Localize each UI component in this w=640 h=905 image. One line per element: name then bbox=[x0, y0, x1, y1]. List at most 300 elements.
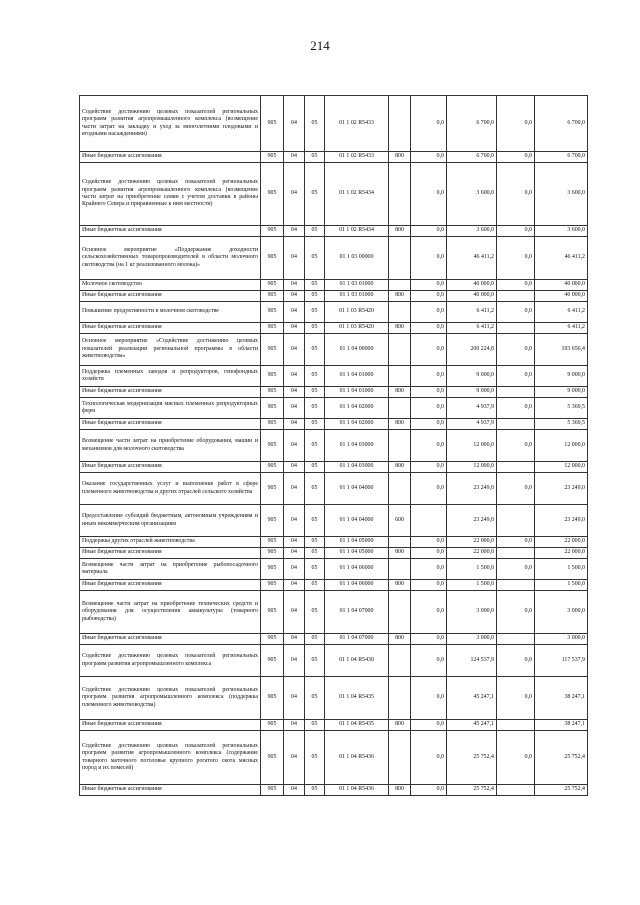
amount-cell-4: 38 247,1 bbox=[535, 720, 588, 731]
amount-cell-3: 0,0 bbox=[497, 226, 535, 237]
expense-type-cell bbox=[389, 302, 411, 323]
section-code-cell: 04 bbox=[284, 237, 305, 280]
section-code-cell: 04 bbox=[284, 419, 305, 430]
amount-cell-4: 9 000,0 bbox=[535, 366, 588, 387]
target-article-cell: 01 1 04 07000 bbox=[325, 591, 389, 634]
section-code-cell: 04 bbox=[284, 280, 305, 291]
amount-cell-3: 0,0 bbox=[497, 302, 535, 323]
amount-cell-4: 38 247,1 bbox=[535, 677, 588, 720]
target-article-cell: 01 1 04 02000 bbox=[325, 419, 389, 430]
target-article-cell: 01 1 04 01000 bbox=[325, 387, 389, 398]
amount-cell-3 bbox=[497, 720, 535, 731]
amount-cell-2: 6 411,2 bbox=[447, 302, 497, 323]
amount-cell-1: 0,0 bbox=[411, 591, 447, 634]
amount-cell-2: 1 500,0 bbox=[447, 580, 497, 591]
ministry-code-cell: 905 bbox=[261, 398, 284, 419]
amount-cell-2: 22 000,0 bbox=[447, 537, 497, 548]
table-row bbox=[80, 163, 588, 226]
ministry-code-cell: 905 bbox=[261, 645, 284, 677]
target-article-cell: 01 1 04 03000 bbox=[325, 462, 389, 473]
ministry-code-cell: 905 bbox=[261, 280, 284, 291]
expense-type-cell bbox=[389, 96, 411, 152]
amount-cell-1: 0,0 bbox=[411, 387, 447, 398]
subsection-code-cell: 05 bbox=[305, 237, 325, 280]
target-article-cell: 01 1 04 03000 bbox=[325, 430, 389, 462]
expense-type-cell bbox=[389, 677, 411, 720]
ministry-code-cell: 905 bbox=[261, 291, 284, 302]
section-code-cell: 04 bbox=[284, 387, 305, 398]
target-article-cell: 01 1 04 07000 bbox=[325, 634, 389, 645]
amount-cell-3: 0,0 bbox=[497, 677, 535, 720]
row-name: Предоставление субсидий бюджетным, автономным учреждениям и иным некоммерческим организациям bbox=[80, 505, 261, 537]
subsection-code-cell: 05 bbox=[305, 591, 325, 634]
target-article-cell: 01 1 02 R5433 bbox=[325, 96, 389, 152]
target-article-cell: 01 1 04 04000 bbox=[325, 505, 389, 537]
amount-cell-3 bbox=[497, 291, 535, 302]
amount-cell-4: 3 600,0 bbox=[535, 163, 588, 226]
amount-cell-2: 3 000,0 bbox=[447, 591, 497, 634]
row-name: Иные бюджетные ассигнования bbox=[80, 226, 261, 237]
row-name: Иные бюджетные ассигнования bbox=[80, 387, 261, 398]
section-code-cell: 04 bbox=[284, 785, 305, 796]
amount-cell-2: 6 700,0 bbox=[447, 152, 497, 163]
section-code-cell: 04 bbox=[284, 548, 305, 559]
expense-type-cell: 800 bbox=[389, 419, 411, 430]
amount-cell-1: 0,0 bbox=[411, 634, 447, 645]
subsection-code-cell: 05 bbox=[305, 634, 325, 645]
ministry-code-cell: 905 bbox=[261, 323, 284, 334]
target-article-cell: 01 1 04 05000 bbox=[325, 548, 389, 559]
expense-type-cell bbox=[389, 731, 411, 785]
row-name: Возмещение части затрат на приобретение технических средств и оборудования для осуществления аквакультуры (товарного рыбоводства) bbox=[80, 591, 261, 634]
amount-cell-1: 0,0 bbox=[411, 302, 447, 323]
amount-cell-2: 40 000,0 bbox=[447, 291, 497, 302]
row-name: Содействие достижению целевых показателей региональных программ развития агропромышленного комплекса (возмещение части затрат на закладку и уход за многолетними плодовыми и ягодными насаждениями) bbox=[80, 96, 261, 152]
target-article-cell: 01 1 04 06000 bbox=[325, 580, 389, 591]
row-name: Молочное скотоводство bbox=[80, 280, 261, 291]
amount-cell-3: 0,0 bbox=[497, 163, 535, 226]
subsection-code-cell: 05 bbox=[305, 462, 325, 473]
amount-cell-4: 12 000,0 bbox=[535, 430, 588, 462]
amount-cell-3 bbox=[497, 634, 535, 645]
target-article-cell: 01 1 03 R5420 bbox=[325, 302, 389, 323]
amount-cell-1: 0,0 bbox=[411, 580, 447, 591]
amount-cell-4: 3 600,0 bbox=[535, 226, 588, 237]
ministry-code-cell: 905 bbox=[261, 163, 284, 226]
subsection-code-cell: 05 bbox=[305, 720, 325, 731]
subsection-code-cell: 05 bbox=[305, 163, 325, 226]
subsection-code-cell: 05 bbox=[305, 387, 325, 398]
amount-cell-1: 0,0 bbox=[411, 323, 447, 334]
amount-cell-2: 12 000,0 bbox=[447, 462, 497, 473]
amount-cell-3: 0,0 bbox=[497, 430, 535, 462]
page-number: 214 bbox=[310, 38, 330, 53]
expense-type-cell bbox=[389, 280, 411, 291]
subsection-code-cell: 05 bbox=[305, 280, 325, 291]
ministry-code-cell: 905 bbox=[261, 720, 284, 731]
table-row bbox=[80, 152, 588, 163]
section-code-cell: 04 bbox=[284, 323, 305, 334]
table-row bbox=[80, 559, 588, 580]
amount-cell-2: 1 500,0 bbox=[447, 559, 497, 580]
target-article-cell: 01 1 02 R5434 bbox=[325, 163, 389, 226]
amount-cell-3 bbox=[497, 323, 535, 334]
amount-cell-3: 0,0 bbox=[497, 334, 535, 366]
table-row bbox=[80, 419, 588, 430]
section-code-cell: 04 bbox=[284, 559, 305, 580]
target-article-cell: 01 1 04 R5430 bbox=[325, 645, 389, 677]
expense-type-cell: 800 bbox=[389, 634, 411, 645]
subsection-code-cell: 05 bbox=[305, 96, 325, 152]
ministry-code-cell: 905 bbox=[261, 96, 284, 152]
amount-cell-2: 6 700,0 bbox=[447, 96, 497, 152]
target-article-cell: 01 1 04 02000 bbox=[325, 398, 389, 419]
amount-cell-1: 0,0 bbox=[411, 548, 447, 559]
section-code-cell: 04 bbox=[284, 580, 305, 591]
amount-cell-1: 0,0 bbox=[411, 163, 447, 226]
table-row bbox=[80, 323, 588, 334]
amount-cell-3: 0,0 bbox=[497, 645, 535, 677]
ministry-code-cell: 905 bbox=[261, 591, 284, 634]
amount-cell-3: 0,0 bbox=[497, 731, 535, 785]
target-article-cell: 01 1 02 R5434 bbox=[325, 226, 389, 237]
row-name: Содействие достижению целевых показателей региональных программ развития агропромышленного комплекса (возмещение части затрат на приобретение семян с учетом доставки в районы Крайнего Севера и приравненные к ним местности) bbox=[80, 163, 261, 226]
amount-cell-4: 5 369,5 bbox=[535, 398, 588, 419]
target-article-cell: 01 1 04 06000 bbox=[325, 559, 389, 580]
amount-cell-4: 3 000,0 bbox=[535, 634, 588, 645]
amount-cell-4: 193 656,4 bbox=[535, 334, 588, 366]
section-code-cell: 04 bbox=[284, 677, 305, 720]
subsection-code-cell: 05 bbox=[305, 731, 325, 785]
section-code-cell: 04 bbox=[284, 152, 305, 163]
amount-cell-2: 6 411,2 bbox=[447, 323, 497, 334]
amount-cell-4: 6 411,2 bbox=[535, 302, 588, 323]
row-name: Основное мероприятие «Содействие достижению целевых показателей реализации региональной программы в области животноводства» bbox=[80, 334, 261, 366]
subsection-code-cell: 05 bbox=[305, 580, 325, 591]
table-row bbox=[80, 537, 588, 548]
ministry-code-cell: 905 bbox=[261, 419, 284, 430]
target-article-cell: 01 1 04 R5435 bbox=[325, 677, 389, 720]
row-name: Оказание государственных услуг и выполнение работ в сфере племенного животноводства и других отраслей сельского хозяйства bbox=[80, 473, 261, 505]
subsection-code-cell: 05 bbox=[305, 548, 325, 559]
amount-cell-2: 3 600,0 bbox=[447, 226, 497, 237]
amount-cell-2: 40 000,0 bbox=[447, 280, 497, 291]
expense-type-cell: 800 bbox=[389, 291, 411, 302]
target-article-cell: 01 1 04 R5436 bbox=[325, 731, 389, 785]
amount-cell-3 bbox=[497, 387, 535, 398]
expense-type-cell: 800 bbox=[389, 462, 411, 473]
ministry-code-cell: 905 bbox=[261, 462, 284, 473]
expense-type-cell: 600 bbox=[389, 505, 411, 537]
amount-cell-3: 0,0 bbox=[497, 559, 535, 580]
expense-type-cell: 800 bbox=[389, 387, 411, 398]
row-name: Основное мероприятие «Поддержание доходности сельскохозяйственных товаропроизводителей в области молочного скотоводства (на 1 кг реализованного молока)» bbox=[80, 237, 261, 280]
ministry-code-cell: 905 bbox=[261, 559, 284, 580]
row-name: Возмещение части затрат на приобретение оборудования, машин и механизмов для молочного скотоводства bbox=[80, 430, 261, 462]
amount-cell-4: 1 500,0 bbox=[535, 580, 588, 591]
section-code-cell: 04 bbox=[284, 226, 305, 237]
amount-cell-2: 3 600,0 bbox=[447, 163, 497, 226]
amount-cell-3: 0,0 bbox=[497, 473, 535, 505]
subsection-code-cell: 05 bbox=[305, 152, 325, 163]
table-row bbox=[80, 237, 588, 280]
subsection-code-cell: 05 bbox=[305, 323, 325, 334]
ministry-code-cell: 905 bbox=[261, 473, 284, 505]
row-name: Поддержка других отраслей животноводства bbox=[80, 537, 261, 548]
expense-type-cell: 800 bbox=[389, 226, 411, 237]
row-name: Поддержка племенных заводов и репродукторов, генофондных хозяйств bbox=[80, 366, 261, 387]
subsection-code-cell: 05 bbox=[305, 473, 325, 505]
target-article-cell: 01 1 04 00000 bbox=[325, 334, 389, 366]
ministry-code-cell: 905 bbox=[261, 537, 284, 548]
row-name: Иные бюджетные ассигнования bbox=[80, 580, 261, 591]
subsection-code-cell: 05 bbox=[305, 785, 325, 796]
target-article-cell: 01 1 04 05000 bbox=[325, 537, 389, 548]
target-article-cell: 01 1 04 04000 bbox=[325, 473, 389, 505]
amount-cell-3 bbox=[497, 462, 535, 473]
amount-cell-4: 5 369,5 bbox=[535, 419, 588, 430]
amount-cell-4: 25 752,4 bbox=[535, 785, 588, 796]
expense-type-cell: 800 bbox=[389, 720, 411, 731]
subsection-code-cell: 05 bbox=[305, 366, 325, 387]
amount-cell-4: 3 000,0 bbox=[535, 591, 588, 634]
table-row bbox=[80, 462, 588, 473]
subsection-code-cell: 05 bbox=[305, 645, 325, 677]
section-code-cell: 04 bbox=[284, 634, 305, 645]
target-article-cell: 01 1 03 00000 bbox=[325, 237, 389, 280]
ministry-code-cell: 905 bbox=[261, 785, 284, 796]
amount-cell-1: 0,0 bbox=[411, 152, 447, 163]
ministry-code-cell: 905 bbox=[261, 505, 284, 537]
expense-type-cell bbox=[389, 645, 411, 677]
budget-table bbox=[79, 95, 588, 796]
amount-cell-2: 45 247,1 bbox=[447, 677, 497, 720]
ministry-code-cell: 905 bbox=[261, 634, 284, 645]
target-article-cell: 01 1 04 01000 bbox=[325, 366, 389, 387]
amount-cell-2: 200 224,8 bbox=[447, 334, 497, 366]
subsection-code-cell: 05 bbox=[305, 334, 325, 366]
ministry-code-cell: 905 bbox=[261, 430, 284, 462]
amount-cell-2: 25 752,4 bbox=[447, 785, 497, 796]
amount-cell-2: 124 537,9 bbox=[447, 645, 497, 677]
expense-type-cell: 800 bbox=[389, 785, 411, 796]
amount-cell-4: 1 500,0 bbox=[535, 559, 588, 580]
table-row bbox=[80, 96, 588, 152]
amount-cell-1: 0,0 bbox=[411, 731, 447, 785]
section-code-cell: 04 bbox=[284, 645, 305, 677]
amount-cell-1: 0,0 bbox=[411, 462, 447, 473]
expense-type-cell: 800 bbox=[389, 548, 411, 559]
subsection-code-cell: 05 bbox=[305, 559, 325, 580]
row-name: Иные бюджетные ассигнования bbox=[80, 152, 261, 163]
subsection-code-cell: 05 bbox=[305, 677, 325, 720]
amount-cell-1: 0,0 bbox=[411, 473, 447, 505]
expense-type-cell bbox=[389, 237, 411, 280]
expense-type-cell bbox=[389, 398, 411, 419]
expense-type-cell bbox=[389, 537, 411, 548]
amount-cell-4: 6 700,0 bbox=[535, 152, 588, 163]
table-row bbox=[80, 645, 588, 677]
amount-cell-2: 25 752,4 bbox=[447, 731, 497, 785]
section-code-cell: 04 bbox=[284, 366, 305, 387]
expense-type-cell: 800 bbox=[389, 323, 411, 334]
section-code-cell: 04 bbox=[284, 462, 305, 473]
row-name: Иные бюджетные ассигнования bbox=[80, 291, 261, 302]
target-article-cell: 01 1 04 R5435 bbox=[325, 720, 389, 731]
amount-cell-2: 12 000,0 bbox=[447, 430, 497, 462]
subsection-code-cell: 05 bbox=[305, 291, 325, 302]
ministry-code-cell: 905 bbox=[261, 387, 284, 398]
expense-type-cell bbox=[389, 559, 411, 580]
amount-cell-4: 23 249,0 bbox=[535, 473, 588, 505]
section-code-cell: 04 bbox=[284, 398, 305, 419]
expense-type-cell bbox=[389, 473, 411, 505]
ministry-code-cell: 905 bbox=[261, 548, 284, 559]
table-row bbox=[80, 334, 588, 366]
row-name: Повышение продуктивности в молочном скотоводстве bbox=[80, 302, 261, 323]
subsection-code-cell: 05 bbox=[305, 226, 325, 237]
ministry-code-cell: 905 bbox=[261, 731, 284, 785]
amount-cell-1: 0,0 bbox=[411, 334, 447, 366]
amount-cell-4: 40 000,0 bbox=[535, 291, 588, 302]
amount-cell-3 bbox=[497, 419, 535, 430]
amount-cell-3 bbox=[497, 580, 535, 591]
row-name: Содействие достижению целевых показателей региональных программ развития агропромышленного комплекса (содержание товарного маточного поголовья крупного рогатого скота мясных пород и их помесей) bbox=[80, 731, 261, 785]
section-code-cell: 04 bbox=[284, 291, 305, 302]
amount-cell-1: 0,0 bbox=[411, 720, 447, 731]
subsection-code-cell: 05 bbox=[305, 419, 325, 430]
table-row bbox=[80, 677, 588, 720]
amount-cell-4: 12 000,0 bbox=[535, 462, 588, 473]
ministry-code-cell: 905 bbox=[261, 580, 284, 591]
section-code-cell: 04 bbox=[284, 163, 305, 226]
amount-cell-1: 0,0 bbox=[411, 645, 447, 677]
section-code-cell: 04 bbox=[284, 96, 305, 152]
amount-cell-3: 0,0 bbox=[497, 366, 535, 387]
expense-type-cell bbox=[389, 334, 411, 366]
table-row bbox=[80, 720, 588, 731]
amount-cell-4: 6 700,0 bbox=[535, 96, 588, 152]
amount-cell-1: 0,0 bbox=[411, 785, 447, 796]
target-article-cell: 01 1 03 01000 bbox=[325, 280, 389, 291]
amount-cell-1: 0,0 bbox=[411, 537, 447, 548]
subsection-code-cell: 05 bbox=[305, 537, 325, 548]
section-code-cell: 04 bbox=[284, 302, 305, 323]
amount-cell-1: 0,0 bbox=[411, 398, 447, 419]
expense-type-cell: 800 bbox=[389, 152, 411, 163]
amount-cell-4: 40 000,0 bbox=[535, 280, 588, 291]
amount-cell-1: 0,0 bbox=[411, 280, 447, 291]
row-name: Иные бюджетные ассигнования bbox=[80, 323, 261, 334]
amount-cell-3 bbox=[497, 505, 535, 537]
section-code-cell: 04 bbox=[284, 731, 305, 785]
table-row bbox=[80, 226, 588, 237]
amount-cell-3: 0,0 bbox=[497, 96, 535, 152]
amount-cell-1: 0,0 bbox=[411, 677, 447, 720]
row-name: Иные бюджетные ассигнования bbox=[80, 548, 261, 559]
table-row bbox=[80, 291, 588, 302]
amount-cell-3: 0,0 bbox=[497, 591, 535, 634]
section-code-cell: 04 bbox=[284, 430, 305, 462]
section-code-cell: 04 bbox=[284, 537, 305, 548]
subsection-code-cell: 05 bbox=[305, 398, 325, 419]
section-code-cell: 04 bbox=[284, 473, 305, 505]
amount-cell-4: 22 000,0 bbox=[535, 548, 588, 559]
amount-cell-2: 23 249,0 bbox=[447, 505, 497, 537]
ministry-code-cell: 905 bbox=[261, 677, 284, 720]
amount-cell-2: 45 247,1 bbox=[447, 720, 497, 731]
subsection-code-cell: 05 bbox=[305, 505, 325, 537]
table-row bbox=[80, 302, 588, 323]
table-row bbox=[80, 473, 588, 505]
table-row bbox=[80, 366, 588, 387]
row-name: Возмещение части затрат на приобретение рыбопосадочного материала bbox=[80, 559, 261, 580]
ministry-code-cell: 905 bbox=[261, 302, 284, 323]
section-code-cell: 04 bbox=[284, 334, 305, 366]
target-article-cell: 01 1 02 R5433 bbox=[325, 152, 389, 163]
amount-cell-2: 4 937,9 bbox=[447, 419, 497, 430]
amount-cell-4: 25 752,4 bbox=[535, 731, 588, 785]
table-row bbox=[80, 430, 588, 462]
row-name: Иные бюджетные ассигнования bbox=[80, 419, 261, 430]
expense-type-cell bbox=[389, 430, 411, 462]
amount-cell-4: 46 411,2 bbox=[535, 237, 588, 280]
row-name: Содействие достижению целевых показателей региональных программ развития агропромышленного комплекса (поддержка племенного животноводства) bbox=[80, 677, 261, 720]
table-row bbox=[80, 387, 588, 398]
ministry-code-cell: 905 bbox=[261, 334, 284, 366]
expense-type-cell bbox=[389, 591, 411, 634]
expense-type-cell: 800 bbox=[389, 580, 411, 591]
amount-cell-4: 22 000,0 bbox=[535, 537, 588, 548]
amount-cell-4: 9 000,0 bbox=[535, 387, 588, 398]
table-row bbox=[80, 634, 588, 645]
amount-cell-1: 0,0 bbox=[411, 237, 447, 280]
row-name: Иные бюджетные ассигнования bbox=[80, 720, 261, 731]
row-name: Содействие достижению целевых показателей региональных программ развития агропромышленного комплекса bbox=[80, 645, 261, 677]
row-name: Иные бюджетные ассигнования bbox=[80, 634, 261, 645]
amount-cell-3: 0,0 bbox=[497, 152, 535, 163]
amount-cell-1: 0,0 bbox=[411, 430, 447, 462]
subsection-code-cell: 05 bbox=[305, 302, 325, 323]
amount-cell-2: 22 000,0 bbox=[447, 548, 497, 559]
amount-cell-2: 3 000,0 bbox=[447, 634, 497, 645]
amount-cell-1: 0,0 bbox=[411, 226, 447, 237]
expense-type-cell bbox=[389, 163, 411, 226]
table-row bbox=[80, 785, 588, 796]
amount-cell-1: 0,0 bbox=[411, 419, 447, 430]
ministry-code-cell: 905 bbox=[261, 237, 284, 280]
expense-type-cell bbox=[389, 366, 411, 387]
table-row bbox=[80, 731, 588, 785]
section-code-cell: 04 bbox=[284, 720, 305, 731]
table-row bbox=[80, 580, 588, 591]
table-row bbox=[80, 398, 588, 419]
row-name: Иные бюджетные ассигнования bbox=[80, 785, 261, 796]
table-row bbox=[80, 548, 588, 559]
amount-cell-2: 9 000,0 bbox=[447, 387, 497, 398]
amount-cell-2: 9 000,0 bbox=[447, 366, 497, 387]
amount-cell-3 bbox=[497, 785, 535, 796]
ministry-code-cell: 905 bbox=[261, 226, 284, 237]
row-name: Технологическая модернизация мясных племенных репродукторных ферм bbox=[80, 398, 261, 419]
amount-cell-4: 6 411,2 bbox=[535, 323, 588, 334]
table-row bbox=[80, 280, 588, 291]
amount-cell-1: 0,0 bbox=[411, 559, 447, 580]
amount-cell-3: 0,0 bbox=[497, 237, 535, 280]
table-row bbox=[80, 505, 588, 537]
row-name: Иные бюджетные ассигнования bbox=[80, 462, 261, 473]
amount-cell-1 bbox=[411, 505, 447, 537]
